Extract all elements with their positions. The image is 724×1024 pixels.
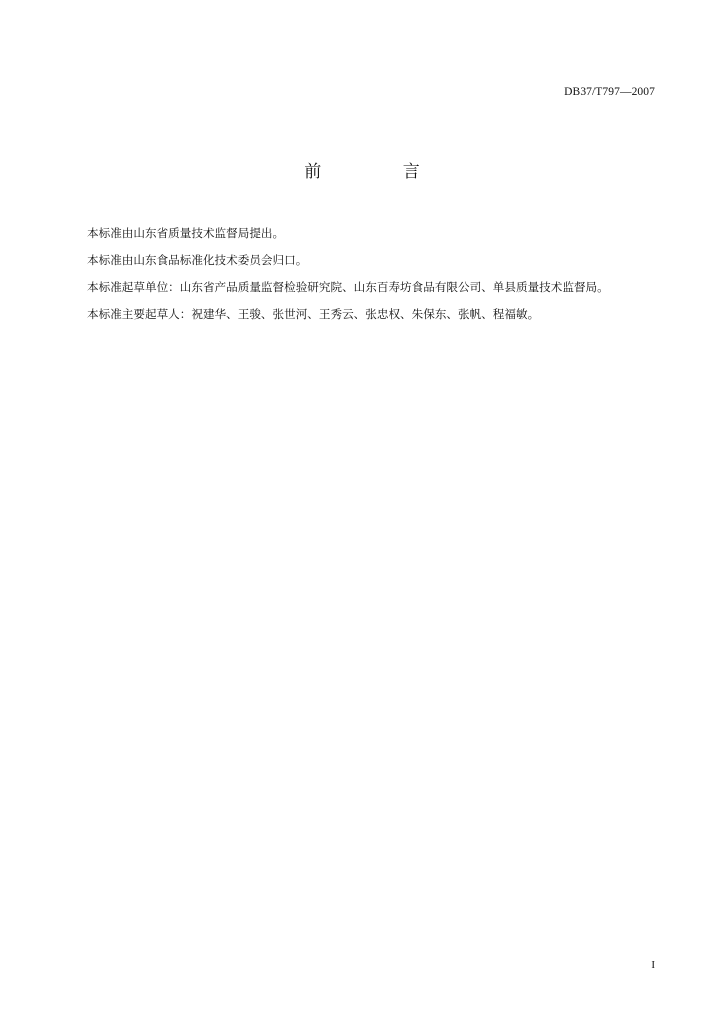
standard-code: DB37/T797—2007 [564, 86, 655, 98]
foreword-body [87, 224, 677, 332]
paragraph-proposer: 本标准由山东省质量技术监督局提出。 [87, 226, 285, 240]
page-number: I [651, 959, 655, 971]
paragraph-drafters: 本标准主要起草人：祝建华、王骏、张世河、王秀云、张忠权、朱保东、张帆、程福敏。 [87, 307, 540, 321]
paragraph-drafting-units: 本标准起草单位：山东省产品质量监督检验研究院、山东百寿坊食品有限公司、单县质量技术监督局。 [87, 280, 609, 294]
paragraph-technical-committee: 本标准由山东食品标准化技术委员会归口。 [87, 253, 308, 267]
page-title: 前 言 [304, 162, 458, 182]
